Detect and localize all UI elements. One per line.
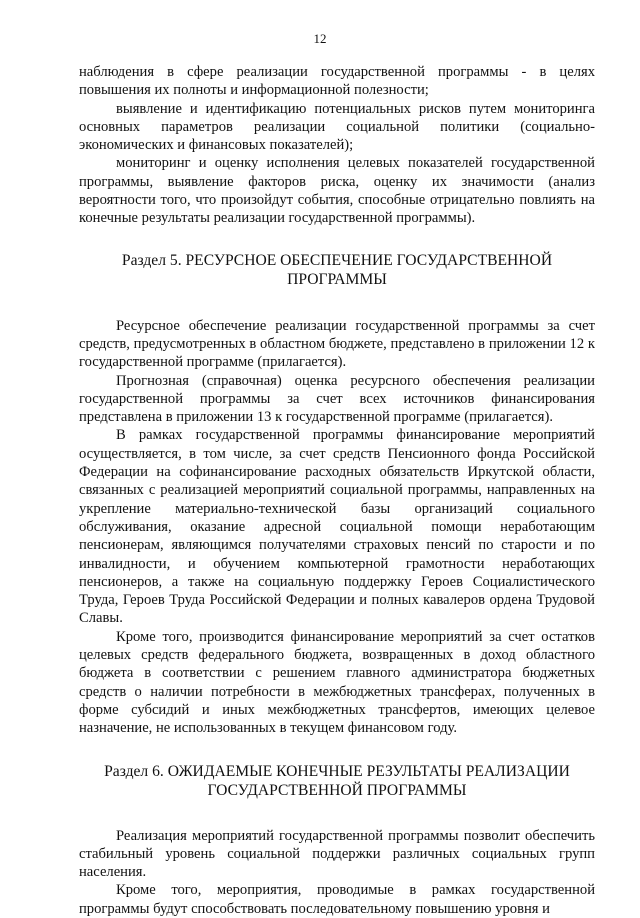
section-5-title-line-2: ПРОГРАММЫ	[287, 270, 387, 288]
paragraph: мониторинг и оценку исполнения целевых показателей государственной программы, выявление факторов риска, оценку их значимости (анализ вероятности того, что произойдут события, способные отрицательно повлиять на конечные результаты реализации государственной программы).	[79, 155, 595, 227]
page-number: 12	[313, 31, 327, 46]
section-6-title-line-2: ГОСУДАРСТВЕННОЙ ПРОГРАММЫ	[207, 781, 467, 799]
paragraph: Ресурсное обеспечение реализации государственной программы за счет средств, предусмотренных в областном бюджете, представлено в приложении 12 к государственной программе (прилагается).	[79, 317, 595, 371]
document-body	[79, 63, 595, 918]
paragraph: Кроме того, мероприятия, проводимые в рамках государственной программы будут способствовать последовательному повышению уровня и	[79, 882, 595, 917]
section-6-title-line-1: Раздел 6. ОЖИДАЕМЫЕ КОНЕЧНЫЕ РЕЗУЛЬТАТЫ РЕАЛИЗАЦИИ	[104, 762, 570, 780]
paragraph: Кроме того, производится финансирование мероприятий за счет остатков целевых средств федерального бюджета, возвращенных в доход областного бюджета в соответствии с решением главного администратора бюджетных средств о наличии потребности в межбюджетных трансферах, полученных в форме субсидий и иных межбюджетных трансфертов, имеющих целевое назначение, не использованных в текущем финансовом году.	[79, 628, 595, 737]
section-5-heading	[79, 251, 595, 289]
paragraph: наблюдения в сфере реализации государственной программы - в целях повышения их полноты и информационной полезности;	[79, 64, 595, 99]
section-6-heading	[79, 762, 595, 800]
paragraph: В рамках государственной программы финансирование мероприятий осуществляется, в том числе, за счет средств Пенсионного фонда Российской Федерации на софинансирование расходных обязательств Иркутской области, связанных с реализацией мероприятий социальной программы, направленных на укрепление материально-технической базы организаций социального обслуживания, оказание адресной социальной помощи неработающим пенсионерам, являющимся получателями страховых пенсий по старости и по инвалидности, и обучением компьютерной грамотности неработающих пенсионеров, а также на социальную поддержку Героев Социалистического Труда, Героев Труда Российской Федерации и полных кавалеров ордена Трудовой Славы.	[79, 427, 595, 627]
paragraph: Прогнозная (справочная) оценка ресурсного обеспечения реализации государственной программы за счет всех источников финансирования представлена в приложении 13 к государственной программе (прилагается).	[79, 372, 595, 426]
paragraph: Реализация мероприятий государственной программы позволит обеспечить стабильный уровень социальной поддержки различных социальных групп населения.	[79, 827, 595, 881]
paragraph: выявление и идентификацию потенциальных рисков путем мониторинга основных параметров реализации социальной политики (социально-экономических и финансовых показателей);	[79, 100, 595, 154]
section-5-title-line-1: Раздел 5. РЕСУРСНОЕ ОБЕСПЕЧЕНИЕ ГОСУДАРСТВЕННОЙ	[121, 251, 553, 269]
